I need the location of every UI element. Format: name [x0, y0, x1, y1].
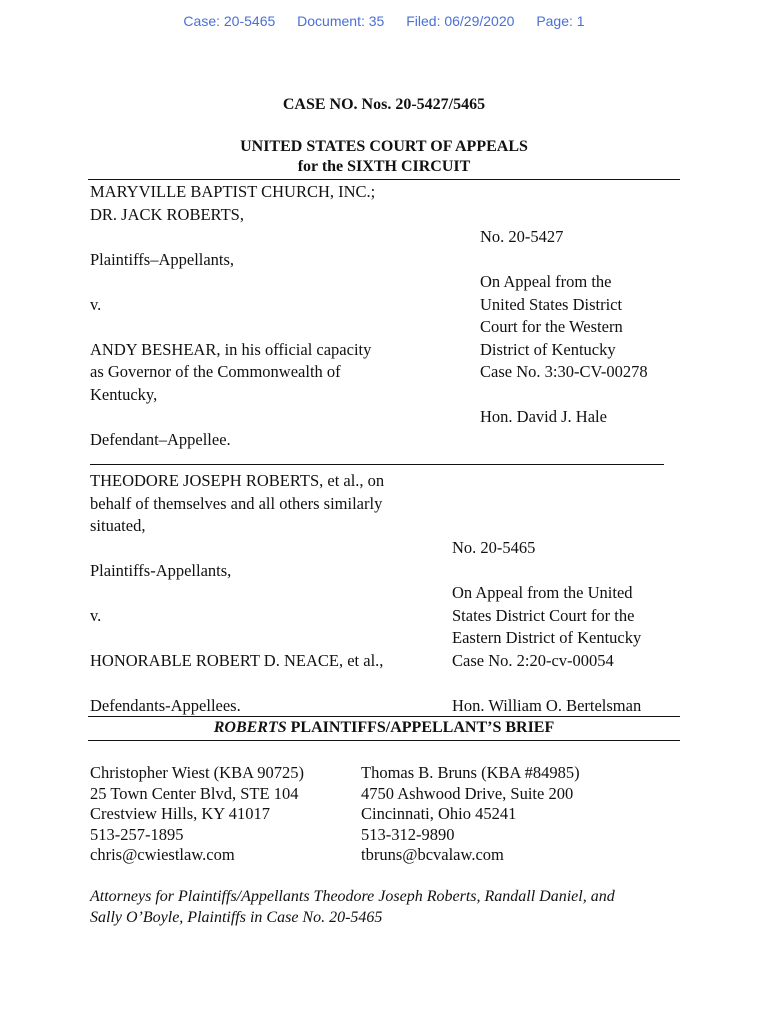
- case1-left-line: [90, 271, 375, 294]
- case2-right-line: No. 20-5465: [452, 538, 536, 557]
- case1-left-line: ANDY BESHEAR, in his official capacity: [90, 339, 372, 359]
- case1-left-line: DR. JACK ROBERTS,: [90, 204, 244, 224]
- filing-header: [0, 13, 768, 29]
- brief-title: [0, 718, 768, 738]
- case1-left-line: Plaintiffs–Appellants,: [90, 249, 235, 269]
- attorney-left-line: 25 Town Center Blvd, STE 104: [90, 783, 299, 803]
- case1-left-line: v.: [90, 294, 102, 314]
- case2-left-line: situated,: [90, 516, 146, 535]
- attorney-right-line: Thomas B. Bruns (KBA #84985): [361, 763, 580, 782]
- case2-right-line: Case No. 2:20-cv-00054: [452, 650, 614, 670]
- header-filed: Filed: 06/29/2020: [406, 13, 515, 29]
- case1-left-line: [90, 316, 375, 339]
- case2-left-line: [90, 538, 384, 561]
- attorneys-for-statement: [90, 887, 615, 928]
- attorney-right-line: tbruns@bcvalaw.com: [361, 845, 504, 864]
- attorney-left-line: Crestview Hills, KY 41017: [90, 804, 270, 823]
- case2-left-line: Defendants-Appellees.: [90, 696, 241, 715]
- brief-title-bottom-rule: [88, 740, 680, 741]
- case1-left-line: Kentucky,: [90, 384, 158, 404]
- header-page: Page: 1: [536, 13, 585, 29]
- case2-left-line: v.: [90, 606, 102, 625]
- attorney-right-line: Cincinnati, Ohio 45241: [361, 804, 517, 823]
- case2-right-line: Hon. William O. Bertelsman: [452, 695, 642, 715]
- brief-title-italic: ROBERTS: [213, 719, 287, 736]
- case2-left-line: [90, 628, 384, 651]
- attorney-bruns-block: [361, 763, 580, 866]
- case2-left-line: HONORABLE ROBERT D. NEACE, et al.,: [90, 651, 384, 670]
- brief-title-rest: PLAINTIFFS/APPELLANT’S BRIEF: [286, 719, 555, 736]
- attorneys-for-line: Attorneys for Plaintiffs/Appellants Theodore Joseph Roberts, Randall Daniel, and: [90, 888, 615, 905]
- case2-parties: [90, 470, 384, 718]
- case2-left-line: Plaintiffs-Appellants,: [90, 561, 232, 580]
- case2-left-line: [90, 673, 384, 696]
- case2-right-line: [452, 560, 641, 583]
- case1-left-line: as Governor of the Commonwealth of: [90, 362, 341, 381]
- case1-right-line: No. 20-5427: [480, 227, 564, 246]
- case1-right-line: Case No. 3:30-CV-00278: [480, 362, 648, 381]
- court-circuit: for the SIXTH CIRCUIT: [297, 158, 471, 175]
- attorney-left-line: chris@cwiestlaw.com: [90, 845, 235, 864]
- case2-left-line: [90, 583, 384, 606]
- case1-right-line: On Appeal from the: [480, 272, 612, 291]
- case2-right-line: States District Court for the: [452, 605, 635, 625]
- case1-left-line: [90, 406, 375, 429]
- top-rule: [88, 179, 680, 180]
- case2-right-line: On Appeal from the United: [452, 583, 633, 602]
- case2-right-line: [452, 672, 641, 695]
- case1-info: [480, 226, 648, 429]
- case2-left-line: THEODORE JOSEPH ROBERTS, et al., on: [90, 471, 385, 490]
- case1-right-line: District of Kentucky: [480, 339, 616, 359]
- header-document: Document: 35: [297, 13, 385, 29]
- attorney-wiest-block: [90, 763, 304, 866]
- header-case: Case: 20-5465: [183, 13, 276, 29]
- case2-right-line: Eastern District of Kentucky: [452, 628, 642, 647]
- case1-left-line: Defendant–Appellee.: [90, 429, 231, 449]
- court-name: UNITED STATES COURT OF APPEALS: [240, 138, 528, 155]
- case1-right-line: United States District: [480, 294, 623, 314]
- case1-left-line: [90, 226, 375, 249]
- case1-left-line: MARYVILLE BAPTIST CHURCH, INC.;: [90, 182, 376, 201]
- attorneys-for-line: Sally O’Boyle, Plaintiffs in Case No. 20-5465: [90, 908, 383, 926]
- attorney-left-line: Christopher Wiest (KBA 90725): [90, 763, 304, 782]
- case1-right-line: [480, 384, 648, 407]
- case1-right-line: [480, 249, 648, 272]
- brief-title-top-rule: [88, 716, 680, 717]
- case2-left-line: behalf of themselves and all others similarly: [90, 493, 383, 513]
- case-divider-rule: [90, 464, 664, 465]
- case-number-title: CASE NO. Nos. 20-5427/5465: [282, 96, 486, 113]
- case1-right-line: Hon. David J. Hale: [480, 407, 607, 426]
- case1-parties: [90, 181, 375, 451]
- attorney-left-line: 513-257-1895: [90, 824, 184, 844]
- attorney-right-line: 4750 Ashwood Drive, Suite 200: [361, 783, 574, 803]
- case1-right-line: Court for the Western: [480, 317, 623, 336]
- case2-info: [452, 537, 641, 717]
- attorney-right-line: 513-312-9890: [361, 824, 455, 844]
